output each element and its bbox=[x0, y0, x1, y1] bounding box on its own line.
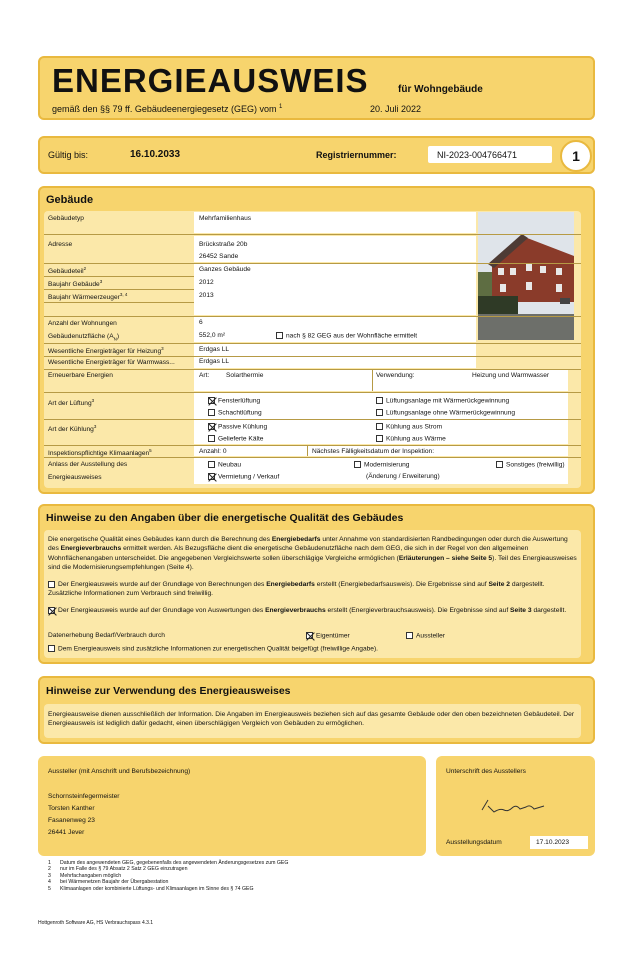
notes-option-demand: Der Energieausweis wurde auf der Grundlage von Berechnungen des Energiebedarfs erstellt (Energiebedarfsausweis). Die Ergebnisse sind auf Seite 2 dargestellt. Zusätzliche Informationen zum Verbrauch sind freiwillig. bbox=[48, 581, 545, 598]
renewables-use-value: Heizung und Warmwasser bbox=[472, 372, 550, 379]
reason-new: Neubau bbox=[208, 461, 241, 468]
building-section-title: Gebäude bbox=[46, 194, 94, 206]
extra-info-option: Dem Energieausweis sind zusätzliche Informationen zur energetischen Qualität beigefügt (freiwillige Angabe). bbox=[48, 645, 378, 652]
data-owner-checkbox[interactable] bbox=[306, 632, 313, 639]
units-value: 6 bbox=[199, 319, 203, 326]
water-energy-label: Wesentliche Energieträger für Warmwass... bbox=[48, 359, 175, 366]
law-reference: gemäß den §§ 79 ff. Gebäudeenergiegesetz (GEG) vom $^1$ bbox=[52, 104, 283, 114]
reason-rent-checkbox[interactable] bbox=[208, 473, 215, 480]
vent-without-recovery-checkbox[interactable] bbox=[376, 409, 383, 416]
area-value: 552,0 m² bbox=[199, 332, 226, 339]
footnote-item bbox=[48, 886, 588, 892]
building-type-value: Mehrfamilienhaus bbox=[199, 215, 252, 222]
renewables-art-label: Art: bbox=[199, 372, 210, 379]
registration-number: NI-2023-004766471 bbox=[437, 150, 518, 160]
issuer-line2: Torsten Kanther bbox=[48, 805, 95, 812]
vent-with-recovery-checkbox[interactable] bbox=[376, 397, 383, 404]
construction-year-value: 2012 bbox=[199, 279, 214, 286]
footnote-text: Mehrfachangaben möglich bbox=[60, 872, 122, 879]
signature-label: Unterschrift des Ausstellers bbox=[446, 768, 526, 775]
data-issuer: Aussteller bbox=[406, 632, 445, 639]
cool-electric-checkbox[interactable] bbox=[376, 423, 383, 430]
usage-title: Hinweise zur Verwendung des Energieausweises bbox=[46, 685, 291, 697]
vent-window-checkbox[interactable] bbox=[208, 397, 215, 404]
water-energy-value: Erdgas LL bbox=[199, 358, 230, 365]
issuer-line3: Fasanenweg 23 bbox=[48, 817, 95, 824]
issue-date-label: Ausstellungsdatum bbox=[446, 839, 502, 846]
footnote-number: 2 bbox=[48, 866, 51, 873]
cell-divider bbox=[372, 370, 373, 391]
footnote-number: 4 bbox=[48, 879, 51, 886]
reason-modern-checkbox[interactable] bbox=[354, 461, 361, 468]
vent-window: Fensterlüftung bbox=[208, 397, 260, 404]
issuer-line1: Schornsteinfegermeister bbox=[48, 793, 120, 800]
signature-image bbox=[478, 794, 558, 818]
cooling-label: Art der Kühlung$^3$ bbox=[48, 424, 97, 434]
data-owner: Eigentümer bbox=[306, 632, 350, 639]
usage-text: Energieausweise dienen ausschließlich der Information. Die Angaben im Energieausweis beziehen sich auf das gesamte Gebäude oder den oben bezeichneten Gebäudeteil. Der Energieausweis ist lediglich dafür gedacht, einen überschlägigen Vergleich von Gebäuden zu ermöglichen. bbox=[48, 711, 575, 728]
renewables-art-value: Solarthermie bbox=[226, 372, 264, 379]
area-option-checkbox[interactable] bbox=[276, 332, 283, 339]
data-issuer-checkbox[interactable] bbox=[406, 632, 413, 639]
building-part-value: Ganzes Gebäude bbox=[199, 266, 251, 273]
construction-year-label: Baujahr Gebäude$^3$ bbox=[48, 279, 103, 289]
reason-other-checkbox[interactable] bbox=[496, 461, 503, 468]
vent-shaft: Schachtlüftung bbox=[208, 409, 262, 416]
vent-with-recovery: Lüftungsanlage mit Wärmerückgewinnung bbox=[376, 397, 509, 404]
heating-energy-label: Wesentliche Energieträger für Heizung$^3$ bbox=[48, 346, 164, 356]
extra-info-checkbox[interactable] bbox=[48, 645, 55, 652]
cool-passive-checkbox[interactable] bbox=[208, 423, 215, 430]
registration-label: Registriernummer: bbox=[316, 150, 397, 160]
page-number-badge: 1 bbox=[560, 140, 592, 172]
vent-without-recovery: Lüftungsanlage ohne Wärmerückgewinnung bbox=[376, 409, 515, 416]
reason-label-2: Energieausweises bbox=[48, 474, 102, 481]
address-line2: 26452 Sande bbox=[199, 253, 239, 260]
document-title: ENERGIEAUSWEIS bbox=[52, 62, 369, 99]
cool-delivered-checkbox[interactable] bbox=[208, 435, 215, 442]
ac-count: Anzahl: 0 bbox=[199, 448, 227, 455]
vent-shaft-checkbox[interactable] bbox=[208, 409, 215, 416]
notes-paragraph: Die energetische Qualität eines Gebäudes kann durch die Berechnung des Energiebedarfs unter Annahme von standardisierten Randbedingungen oder durch die Auswertung des Energieverbrauchs ermittelt werden. Als Bezugsfläche dient die energetische Gebäudenutzfläche nach dem GEG, die sich in der Regel von den allgemeinen Wohnflächenangaben unterscheidet. Die angegebenen Vergleichswerte sollen überschlägige Vergleiche ermöglichen (Erläuterungen – siehe Seite 5). Teil des Energieausweises sind die Modernisierungsempfehlungen (Seite 4). bbox=[48, 536, 577, 572]
footnote-number: 1 bbox=[48, 860, 51, 866]
cool-heat: Kühlung aus Wärme bbox=[376, 435, 446, 442]
cell-divider bbox=[307, 446, 308, 456]
footnote-text: bei Wärmenetzen Baujahr der Übergabestation bbox=[60, 879, 169, 886]
area-label: Gebäudenutzfläche $(A_N)$ bbox=[48, 333, 120, 342]
document-subtitle: für Wohngebäude bbox=[398, 84, 483, 95]
address-label: Adresse bbox=[48, 241, 73, 248]
footnote-number: 5 bbox=[48, 885, 51, 892]
footnote-number: 3 bbox=[48, 872, 51, 879]
heater-year-label: Baujahr Wärmeerzeuger$^{3, 4}$ bbox=[48, 292, 128, 302]
building-photo-image bbox=[478, 212, 574, 340]
footnote-text: Datum des angewendeten GEG, gegebenenfalls des angewendeten Änderungsgesetzes zum GEG bbox=[60, 860, 289, 866]
issue-date-value: 17.10.2023 bbox=[536, 839, 570, 846]
consumption-checkbox[interactable] bbox=[48, 607, 55, 614]
valid-until-label: Gültig bis: bbox=[48, 150, 89, 160]
issuer-line4: 26441 Jever bbox=[48, 829, 85, 836]
heater-year-value: 2013 bbox=[199, 292, 214, 299]
ventilation-label: Art der Lüftung$^3$ bbox=[48, 398, 95, 408]
reason-rent: Vermietung / Verkauf bbox=[208, 473, 279, 480]
heating-energy-value: Erdgas LL bbox=[199, 346, 230, 353]
demand-checkbox[interactable] bbox=[48, 581, 55, 588]
footnotes bbox=[48, 860, 588, 892]
cool-heat-checkbox[interactable] bbox=[376, 435, 383, 442]
units-label: Anzahl der Wohnungen bbox=[48, 320, 117, 327]
cool-passive: Passive Kühlung bbox=[208, 423, 267, 430]
notes-option-consumption: Der Energieausweis wurde auf der Grundlage von Auswertungen des Energieverbrauchs erstellt (Energieverbrauchsausweis). Die Ergebnisse sind auf Seite 3 dargestellt. bbox=[48, 606, 578, 615]
footnote-text: Klimaanlagen oder kombinierte Lüftungs- und Klimaanlagen im Sinne des § 74 GEG bbox=[60, 885, 254, 892]
area-option: nach § 82 GEG aus der Wohnfläche ermittelt bbox=[276, 332, 417, 339]
cool-electric: Kühlung aus Strom bbox=[376, 423, 442, 430]
ac-next-inspection: Nächstes Fälligkeitsdatum der Inspektion: bbox=[312, 448, 435, 455]
cool-delivered: Gelieferte Kälte bbox=[208, 435, 263, 442]
issuer-label: Aussteller (mit Anschrift und Berufsbezeichnung) bbox=[48, 768, 191, 775]
reason-label-1: Anlass der Ausstellung des bbox=[48, 461, 128, 468]
software-credit: Hottgenroth Software AG, HS Verbrauchspass 4.3.1 bbox=[38, 920, 154, 926]
reason-other: Sonstiges (freiwillig) bbox=[496, 461, 565, 468]
reason-new-checkbox[interactable] bbox=[208, 461, 215, 468]
reason-modern-detail: (Änderung / Erweiterung) bbox=[366, 473, 440, 480]
law-date: 20. Juli 2022 bbox=[370, 104, 422, 114]
renewables-label: Erneuerbare Energien bbox=[48, 372, 113, 379]
building-type-label: Gebäudetyp bbox=[48, 215, 84, 222]
renewables-use-label: Verwendung: bbox=[376, 372, 415, 379]
valid-until-date: 16.10.2033 bbox=[130, 149, 181, 160]
notes-title: Hinweise zu den Angaben über die energetische Qualität des Gebäudes bbox=[46, 512, 404, 524]
reason-modern: Modernisierung bbox=[354, 461, 409, 468]
building-photo bbox=[478, 212, 574, 340]
data-collection-label: Datenerhebung Bedarf/Verbrauch durch bbox=[48, 632, 165, 639]
address-line1: Brückstraße 20b bbox=[199, 241, 248, 248]
ac-label: Inspektionspflichtige Klimaanlagen$^5$ bbox=[48, 448, 152, 458]
building-part-label: Gebäudeteil$^2$ bbox=[48, 266, 87, 276]
footnote-text: nur im Falle des § 79 Absatz 2 Satz 2 GEG einzutragen bbox=[60, 866, 188, 873]
